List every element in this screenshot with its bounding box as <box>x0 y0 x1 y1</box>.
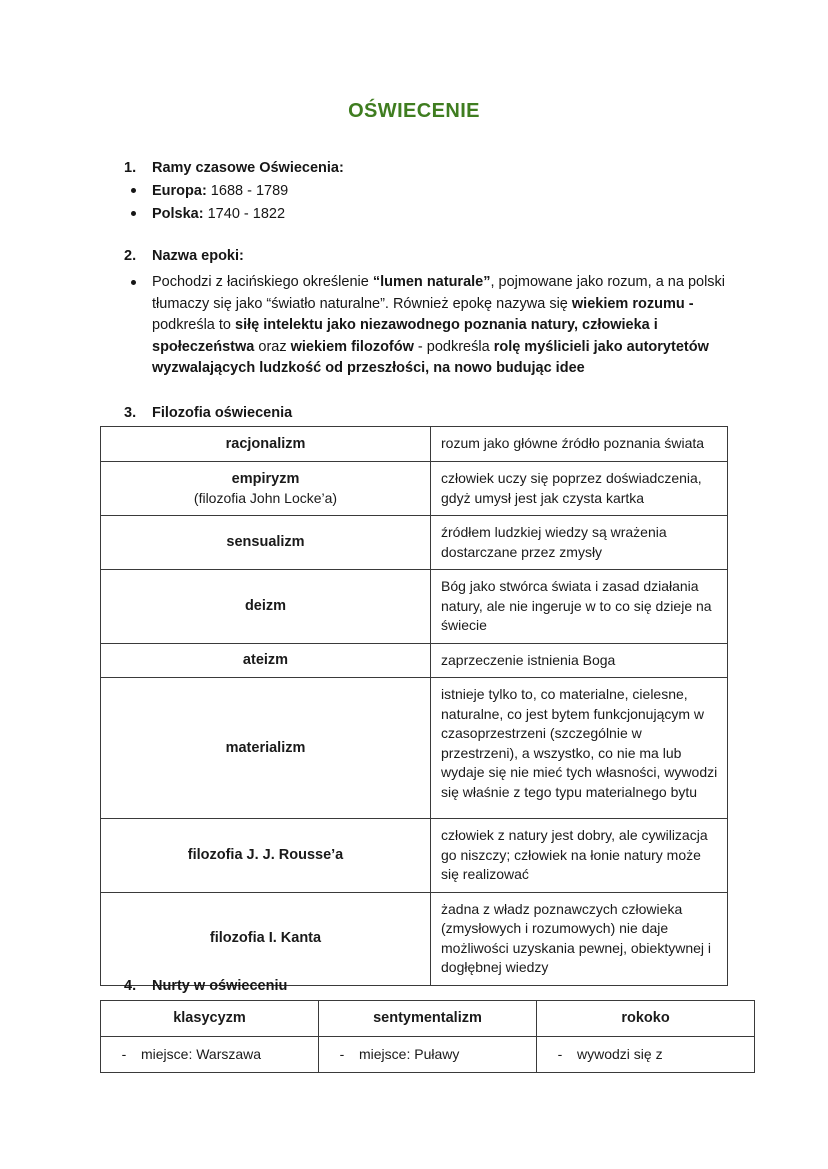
cell-rokoko-text: wywodzi się z <box>577 1046 663 1062</box>
philosophy-term-label: filozofia J. J. Rousse’a <box>187 846 344 863</box>
para-part-3: podkreśla to <box>152 317 236 333</box>
philosophy-term-label: racjonalizm <box>225 435 306 452</box>
philosophy-term-cell <box>101 819 431 893</box>
bullet-dot-icon <box>131 211 136 216</box>
philosophy-term-subtitle: (filozofia John Locke’a) <box>193 489 338 506</box>
polska-label: Polska: <box>152 206 204 222</box>
philosophy-term-cell <box>101 643 431 678</box>
section-3-heading-text: Filozofia oświecenia <box>152 405 293 421</box>
bullet-dot-icon <box>131 188 136 193</box>
polska-value: 1740 - 1822 <box>203 206 286 222</box>
philosophy-term-cell <box>101 678 431 819</box>
section-nazwa-epoki <box>122 246 732 380</box>
section-3-number: 3. <box>124 405 137 421</box>
currents-table-head <box>101 1001 755 1037</box>
section-4-heading-text: Nurty w oświeceniu <box>152 978 288 994</box>
dash-marker: - <box>339 1046 345 1062</box>
section-2-number: 2. <box>124 248 137 264</box>
philosophy-description-cell: źródłem ludzkiej wiedzy są wrażenia dostarczane przez zmysły <box>431 516 728 570</box>
philosophy-term-cell <box>101 892 431 985</box>
list-item-polska <box>122 204 732 224</box>
philosophy-description-cell: człowiek uczy się poprzez doświadczenia, gdyż umysł jest jak czysta kartka <box>431 462 728 516</box>
philosophy-description-cell: istnieje tylko to, co materialne, cielesne, naturalne, co jest bytem funkcjonującym w czasoprzestrzeni (szczególnie w przestrzeni), a wszystko, co nie ma lub wydaje się nie mieć tych własności, wywodzi się właśnie z tego typu materialnego bytu <box>431 678 728 819</box>
cell-sentymentalizm-miejsce <box>319 1037 537 1073</box>
dash-marker: - <box>121 1046 127 1062</box>
column-header-rokoko: rokoko <box>537 1001 755 1037</box>
table-row <box>101 570 728 644</box>
philosophy-term-label: deizm <box>244 597 287 614</box>
philosophy-description-cell: człowiek z natury jest dobry, ale cywilizacja go niszczy; człowiek na łonie natury może się realizować <box>431 819 728 893</box>
cell-klasycyzm-text: miejsce: Warszawa <box>141 1046 262 1062</box>
column-header-klasycyzm: klasycyzm <box>101 1001 319 1037</box>
para-bold-2: wiekiem rozumu - <box>571 295 694 312</box>
section-2-heading-text: Nazwa epoki: <box>152 248 244 264</box>
table-row <box>101 819 728 893</box>
section-1-heading <box>122 158 732 178</box>
para-part-4: oraz <box>258 338 291 355</box>
section-nurty-heading-block <box>122 976 732 996</box>
europa-label: Europa: <box>152 183 207 199</box>
table-row <box>101 427 728 462</box>
table-header-row <box>101 1001 755 1037</box>
philosophy-term-label: filozofia I. Kanta <box>209 930 322 946</box>
section-4-number: 4. <box>124 978 137 994</box>
europa-value: 1688 - 1789 <box>206 183 289 199</box>
section-ramy-czasowe <box>122 158 732 224</box>
philosophy-table-body <box>101 427 728 986</box>
section-1-number: 1. <box>124 160 137 176</box>
para-bold-5: rolę myślicieli jako autorytetów wyzwalających ludzkość od przeszłości, na nowo budując idee <box>152 338 709 376</box>
cell-klasycyzm-miejsce <box>101 1037 319 1073</box>
philosophy-term-label: ateizm <box>242 651 289 668</box>
philosophy-description-cell: zaprzeczenie istnienia Boga <box>431 643 728 678</box>
currents-table-body <box>101 1037 755 1073</box>
section-3-heading <box>122 403 732 423</box>
philosophy-term-cell <box>101 516 431 570</box>
para-bold-4: wiekiem filozofów <box>290 338 418 355</box>
table-row <box>101 678 728 819</box>
section-2-heading <box>122 246 732 266</box>
table-row <box>101 516 728 570</box>
dash-marker: - <box>557 1046 563 1062</box>
philosophy-term-cell <box>101 427 431 462</box>
philosophy-description-cell: rozum jako główne źródło poznania świata <box>431 427 728 462</box>
philosophy-description-cell: Bóg jako stwórca świata i zasad działania natury, ale nie ingeruje w to co się dzieje na świecie <box>431 570 728 644</box>
section-1-heading-text: Ramy czasowe Oświecenia: <box>152 160 344 176</box>
currents-table <box>100 1000 755 1073</box>
para-part-2: , pojmowane jako rozum, a na polski tłumaczy się jako “światło naturalne”. Również epokę nazywa się <box>152 274 726 312</box>
cell-rokoko-wywodzi <box>537 1037 755 1073</box>
list-item-europa <box>122 181 732 201</box>
page-title: OŚWIECENIE <box>348 100 480 122</box>
nazwa-epoki-paragraph <box>122 272 732 380</box>
philosophy-table <box>100 426 728 986</box>
philosophy-term-cell <box>101 570 431 644</box>
table-row <box>101 462 728 516</box>
philosophy-term-label: sensualizm <box>226 534 305 550</box>
section-filozofia-heading-block <box>122 403 732 423</box>
table-row <box>101 1037 755 1073</box>
para-part-5: - podkreśla <box>417 338 494 355</box>
para-bold-1: “lumen naturale” <box>372 274 491 290</box>
philosophy-term-cell <box>101 462 431 516</box>
column-header-sentymentalizm: sentymentalizm <box>319 1001 537 1037</box>
section-4-heading <box>122 976 732 996</box>
philosophy-description-cell: żadna z władz poznawczych człowieka (zmysłowych i rozumowych) nie daje możliwości uzyskania pewnej, obiektywnej i dogłębnej wiedzy <box>431 892 728 985</box>
bullet-dot-icon <box>131 280 136 285</box>
para-bold-3: siłę intelektu jako niezawodnego poznania natury, człowieka i społeczeństwa <box>152 317 658 355</box>
philosophy-term-label: materializm <box>225 739 306 756</box>
cell-sentymentalizm-text: miejsce: Puławy <box>359 1046 460 1062</box>
para-part-1: Pochodzi z łacińskiego określenie <box>152 274 373 290</box>
philosophy-term-label: empiryzm <box>231 470 300 487</box>
table-row <box>101 892 728 985</box>
table-row <box>101 643 728 678</box>
